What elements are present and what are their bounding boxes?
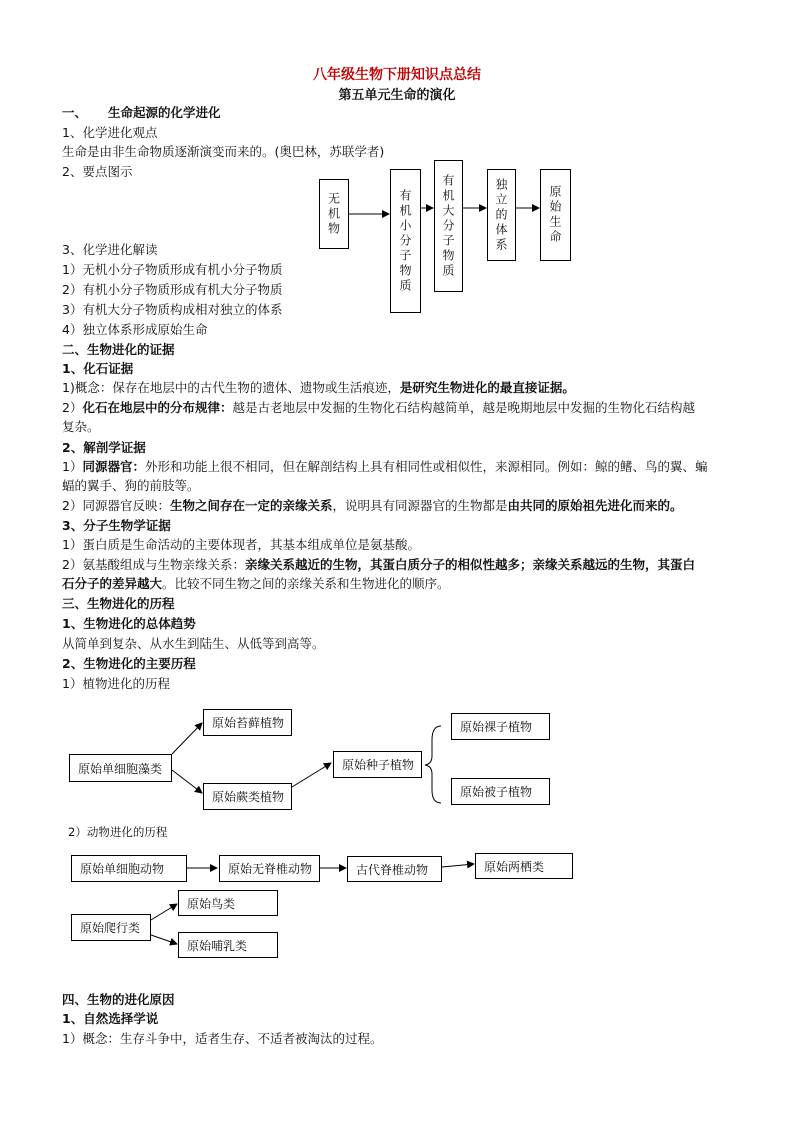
animal-vertebrate: 古代脊椎动物 (347, 856, 442, 882)
plant-gymnosperm: 原始裸子植物 (451, 713, 550, 740)
animal-reptile: 原始爬行类 (71, 914, 151, 941)
plant-seed: 原始种子植物 (333, 751, 422, 778)
molecular-point-2-c: 石分子的差异越大 (62, 576, 163, 591)
fossil-point-1-a: 1)概念：保存在地层中的古代生物的遗体、遗物或生活痕迹， (62, 380, 400, 395)
animal-evolution-heading: 2）动物进化的历程 (68, 825, 168, 839)
fossil-point-2-c: 越是古老地层中发掘的生物化石结构越简单，越是晚期地层中发掘的生物化石结构越 (232, 400, 695, 415)
sec3-heading: 三、生物进化的历程 (62, 596, 175, 611)
diagram-organic-macro: 有机大分子物质 (434, 160, 463, 292)
sec1-sub3: 3、化学进化解读 (62, 242, 158, 257)
sec1-point-1: 1）无机小分子物质形成有机小分子物质 (62, 262, 283, 277)
molecular-point-1: 1）蛋白质是生命活动的主要体现者，其基本组成单位是氨基酸。 (62, 537, 420, 552)
sec1-sub1-text: 生命是由非生命物质逐渐演变而来的。(奥巴林，苏联学者) (62, 144, 385, 159)
diagram-primitive-life: 原始生命 (540, 169, 571, 261)
fossil-point-2-cont: 复杂。 (62, 419, 100, 434)
plant-moss: 原始苔藓植物 (203, 709, 292, 736)
page-title: 八年级生物下册知识点总结 (313, 67, 481, 83)
diagram-organic-small: 有机小分子物质 (390, 169, 421, 313)
anatomy-point-2-b: 生物之间存在一定的亲缘关系 (169, 498, 333, 513)
fossil-point-2-b: 化石在地层中的分布规律： (82, 400, 233, 415)
plant-angiosperm: 原始被子植物 (451, 778, 550, 805)
anatomy-point-2-c: ，说明具有同源器官的生物都是 (332, 498, 508, 513)
arrow-vert-to-amphib (442, 864, 474, 867)
plant-evolution-heading: 1）植物进化的历程 (62, 676, 170, 691)
arrow-algae-to-fern (172, 770, 202, 793)
fossil-point-1-b: 是研究生物进化的最直接证据。 (399, 380, 575, 395)
fossil-heading: 1、化石证据 (62, 361, 134, 376)
animal-bird: 原始鸟类 (178, 890, 278, 916)
anatomy-point-2-d: 由共同的原始祖先进化而来的。 (507, 498, 683, 513)
plant-algae: 原始单细胞藻类 (69, 754, 172, 782)
brace-seed-branches (425, 726, 441, 803)
main-course-heading: 2、生物进化的主要历程 (62, 656, 196, 671)
animal-amphibian: 原始两栖类 (475, 853, 573, 879)
diagram-independent-system: 独立的体系 (487, 169, 516, 261)
anatomy-point-2-a: 2）同源器官反映： (62, 498, 170, 513)
anatomy-point-1-c: 外形和功能上很不相同，但在解剖结构上具有相同性或相似性，来源相同。例如：鲸的鳍、鸟的翼、蝙 (144, 459, 708, 474)
plant-fern: 原始蕨类植物 (203, 783, 292, 810)
natural-selection-point-1: 1）概念：生存斗争中，适者生存、不适者被淘汰的过程。 (62, 1031, 383, 1046)
anatomy-point-1-a: 1） (62, 459, 83, 474)
sec1-sub1: 1、化学进化观点 (62, 125, 158, 140)
sec1-sub2: 2、要点图示 (62, 164, 133, 179)
molecular-heading: 3、分子生物学证据 (62, 518, 171, 533)
anatomy-heading: 2、解剖学证据 (62, 440, 146, 455)
sec2-heading: 二、生物进化的证据 (62, 342, 175, 357)
trend-heading: 1、生物进化的总体趋势 (62, 616, 196, 631)
sec1-point-4: 4）独立体系形成原始生命 (62, 322, 208, 337)
arrow-algae-to-moss (172, 723, 202, 754)
arrow-fern-to-seed (292, 763, 331, 787)
arrow-reptile-to-mammal (151, 935, 177, 944)
molecular-point-2-d: 。比较不同生物之间的亲缘关系和生物进化的顺序。 (162, 576, 450, 591)
anatomy-point-1-cont: 蝠的翼手、狗的前肢等。 (62, 478, 200, 493)
anatomy-point-1-b: 同源器官： (82, 459, 145, 474)
animal-mammal: 原始哺乳类 (178, 932, 278, 958)
molecular-point-2-a: 2）氨基酸组成与生物亲缘关系： (62, 557, 245, 572)
diagram-inorganic: 无机物 (319, 179, 349, 249)
page-subtitle: 第五单元生命的演化 (338, 88, 456, 103)
animal-unicell: 原始单细胞动物 (71, 855, 187, 882)
sec1-point-3: 3）有机大分子物质构成相对独立的体系 (62, 302, 283, 317)
sec1-heading: 生命起源的化学进化 (108, 105, 221, 120)
animal-invertebrate: 原始无脊椎动物 (219, 855, 320, 882)
sec1-heading-num: 一、 (62, 105, 88, 120)
arrow-reptile-to-bird (151, 904, 177, 920)
trend-text: 从简单到复杂、从水生到陆生、从低等到高等。 (62, 636, 325, 651)
molecular-point-2-b: 亲缘关系越近的生物，其蛋白质分子的相似性越多；亲缘关系越远的生物，其蛋白 (244, 557, 695, 572)
sec1-point-2: 2）有机小分子物质形成有机大分子物质 (62, 282, 283, 297)
sec4-heading: 四、生物的进化原因 (62, 992, 175, 1007)
fossil-point-2-a: 2） (62, 400, 83, 415)
natural-selection-heading: 1、自然选择学说 (62, 1011, 159, 1026)
